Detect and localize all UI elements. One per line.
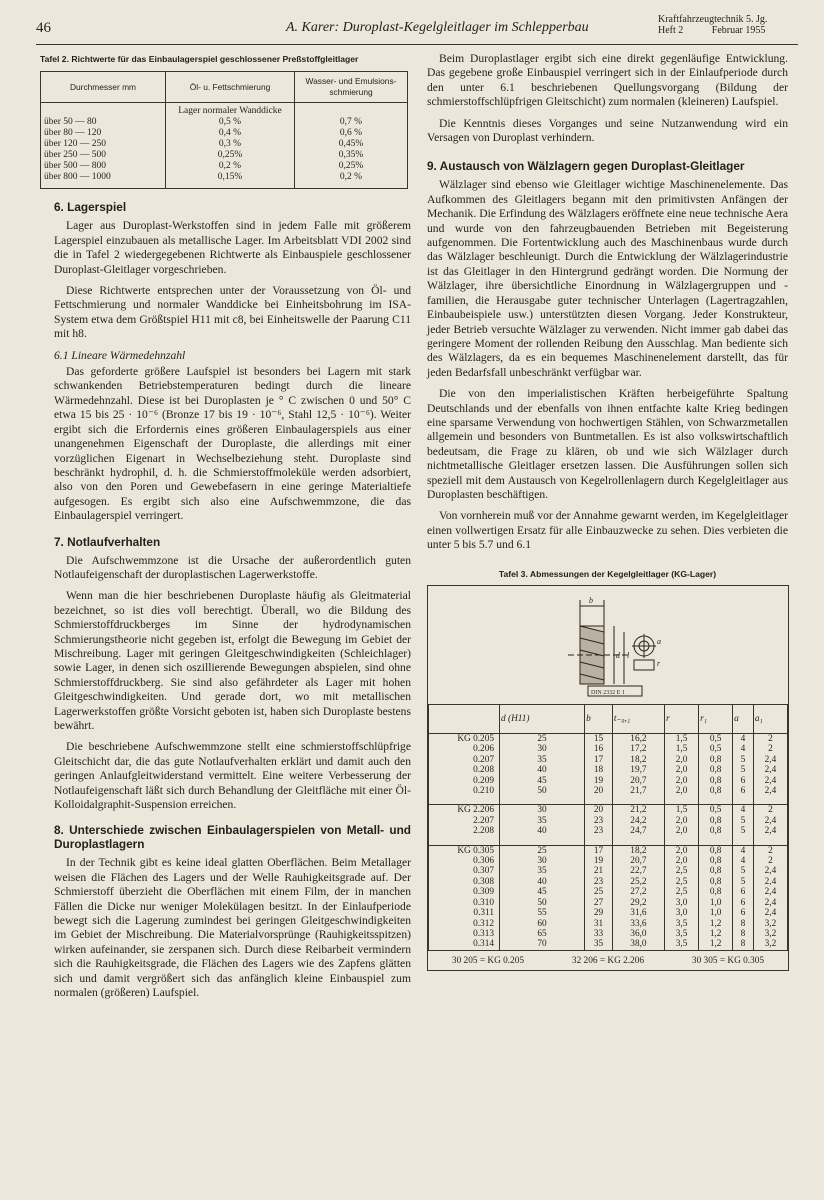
value-cell: 6 xyxy=(733,776,754,786)
value-cell: 30 xyxy=(500,805,585,816)
value-cell: 2,4 xyxy=(753,887,787,897)
section-6-heading: 6. Lagerspiel xyxy=(54,200,127,215)
value-cell: 0,5 xyxy=(699,734,733,745)
value-cell: 18,2 xyxy=(612,755,664,765)
paragraph: Beim Duroplastlager ergibt sich eine direkt gegenläufige Entwicklung. Das gegebene große Einbauspiel verringert sich in der Einlaufperiode durch den unter 6.1 beschriebenen Quellungsvorgang (Bildung der schmierstoffschlüpfrigen Gleitschicht) zum normalen (kleineren) Laufspiel. xyxy=(427,52,788,109)
oil-cell: 0,3 % xyxy=(166,139,295,150)
table-row xyxy=(429,929,788,939)
bearing-drawing xyxy=(428,586,788,705)
designation-cell: 2.208 xyxy=(429,826,500,836)
value-cell: 23 xyxy=(585,826,613,836)
value-cell: 3,5 xyxy=(664,939,698,949)
value-cell: 0,8 xyxy=(699,755,733,765)
value-cell: 35 xyxy=(585,939,613,949)
table3-grid xyxy=(428,705,788,950)
value-cell: 21 xyxy=(585,866,613,876)
footer-equivalence: 30 305 = KG 0.305 xyxy=(691,955,765,966)
paragraph: Die beschriebene Aufschwemmzone stellt eine schmierstoffschlüpfrige Gleitschicht dar, die das gute Notlaufverhalten erklärt und damit auch den geringen Anlaufgleitwiderstand vermittelt. Eine weitere Verbesserung der Notlaufeigenschaft läßt sich durch Behandlung der Gleitfläche mit einer Öl-Kolloidalgraphit-Suspension erreichen. xyxy=(54,740,411,812)
designation-cell: 0.314 xyxy=(429,939,500,949)
value-cell: 0,8 xyxy=(699,765,733,775)
value-cell: 40 xyxy=(500,877,585,887)
paragraph: Wenn man die hier beschriebenen Duroplaste häufig als Gleitmaterial bezeichnet, so ist dies voll berechtigt. Überall, wo die Bildung des Schmierstoffdruckberges im Sinne der hydrodynamischen Schmierungstheorie nicht gegeben ist, erfolgt die Bewegung im Gebiet der Mischreibung. Lager mit geringen Gleitgeschwindigkeiten (Schleichlager) sowie Lager, in denen sich oszillierende Bewegungen abspielen, sind ohne Schmierstoffdruckberg. Sie sind also gefährdeter als Lager mit hohen Gleitgeschwindigkeiten. Und gerade dort, wo mit metallischen Lagerwerkstoffen größte Vorsicht geboten ist, haben sich Duroplaste bestens bewährt. xyxy=(54,589,411,732)
oil-cell: 0,25% xyxy=(166,150,295,161)
value-cell: 33,6 xyxy=(612,919,664,929)
value-cell: 8 xyxy=(733,919,754,929)
value-cell: 22,7 xyxy=(612,866,664,876)
value-cell: 2,4 xyxy=(753,877,787,887)
designation-cell: KG 2.206 xyxy=(429,805,500,816)
value-cell: 40 xyxy=(500,765,585,775)
table2-header-row xyxy=(41,72,408,103)
value-cell: 1,2 xyxy=(699,929,733,939)
range-cell: über 50 — 80 xyxy=(41,117,166,128)
designation-cell: 0.313 xyxy=(429,929,500,939)
table-row xyxy=(429,908,788,918)
value-cell: 30 xyxy=(500,856,585,866)
value-cell: 6 xyxy=(733,786,754,796)
value-cell: 4 xyxy=(733,734,754,745)
value-cell: 6 xyxy=(733,887,754,897)
designation-cell: 0.309 xyxy=(429,887,500,897)
value-cell: 2,4 xyxy=(753,826,787,836)
value-cell: 2,4 xyxy=(753,866,787,876)
value-cell: 16,2 xyxy=(612,734,664,745)
drawing-label-d: d xyxy=(616,651,620,660)
value-cell: 25 xyxy=(500,734,585,745)
value-cell: 2,4 xyxy=(753,816,787,826)
value-cell: 15 xyxy=(585,734,613,745)
table-row xyxy=(429,776,788,786)
range-cell: über 120 — 250 xyxy=(41,139,166,150)
value-cell: 3,0 xyxy=(664,898,698,908)
table3-caption: Tafel 3. Abmessungen der Kegelgleitlager (KG-Lager) xyxy=(498,568,717,579)
value-cell: 0,8 xyxy=(699,816,733,826)
value-cell: 21,2 xyxy=(612,805,664,816)
value-cell: 31 xyxy=(585,919,613,929)
value-cell: 35 xyxy=(500,866,585,876)
table-row xyxy=(41,117,408,128)
value-cell: 36,0 xyxy=(612,929,664,939)
issue: Heft 2 xyxy=(658,25,684,36)
value-cell: 5 xyxy=(733,866,754,876)
value-cell: 5 xyxy=(733,816,754,826)
table3-header-cell: r₁ xyxy=(699,705,733,734)
value-cell: 1,2 xyxy=(699,939,733,949)
value-cell: 2,0 xyxy=(664,765,698,775)
value-cell: 20,7 xyxy=(612,776,664,786)
range-cell: über 500 — 800 xyxy=(41,161,166,172)
table-row xyxy=(429,805,788,816)
value-cell: 1,2 xyxy=(699,919,733,929)
value-cell: 21,7 xyxy=(612,786,664,796)
value-cell: 3,2 xyxy=(753,939,787,949)
bearing-cross-section-icon xyxy=(428,586,788,704)
water-cell: 0,25% xyxy=(295,161,408,172)
value-cell: 2 xyxy=(753,845,787,856)
paragraph: Wälzlager sind ebenso wie Gleitlager wichtige Maschinenelemente. Das Aufkommen des Gleitlagers begann mit den primitivsten Anfängen der Mechanik. Die Erfindung des Wälzlagers eröffnete eine neue technische Aera und wurde von den fahrzeugbauenden Betrieben mit Begeisterung aufgenommen. Die Fortentwicklung auch des Maschinenbaus wurde durch das Wälzlager beschleunigt. Durch die Entwicklung der Wälzlagerindustrie ist das Gleitlager in den Hintergrund gedrängt worden. Die Normung der Wälzlager, ihre übersichtliche Einordnung in Wälzlagergruppen und -familien, die Herausgabe guter technischer Unterlagen (Lagertragzahlen, Einbaubeispiele usw.) unterstützten diesen Vorgang. Jeder Konstrukteur, jeder Betrieb versuchte Wälzlager zu verwenden. Nicht immer gab dabei das geringere Moment der rollenden Reibung den Ausschlag. Man bediente sich des Wälzlagers, da es ein bequemes Maschinenelement darstellt, das für jeden Bedarfsfall unbeschränkt verfügbar war. xyxy=(427,178,788,379)
value-cell: 17 xyxy=(585,755,613,765)
table3-header-cell: r xyxy=(664,705,698,734)
value-cell: 2 xyxy=(753,734,787,745)
designation-cell: KG 0.305 xyxy=(429,845,500,856)
table2-subheader-row xyxy=(41,103,408,118)
table-row xyxy=(429,856,788,866)
value-cell: 3,5 xyxy=(664,919,698,929)
drawing-label-r: r xyxy=(657,659,661,668)
paragraph: Die Aufschwemmzone ist die Ursache der außerordentlich guten Notlaufeigenschaft der duroplastischen Lagerwerkstoffe. xyxy=(54,553,411,581)
paragraph: Lager aus Duroplast-Werkstoffen sind in jedem Falle mit größerem Lagerspiel einzubauen als metallische Lager. Im Arbeitsblatt VDI 2002 sind die in Tafel 2 wiedergegebenen Richtwerte als Einbauspiele geschlossener Duroplast-Gleitlager vorgeschrieben. xyxy=(54,219,411,276)
table2-caption: Tafel 2. Richtwerte für das Einbaulagerspiel geschlossener Preßstoffgleitlager xyxy=(40,54,359,64)
value-cell: 17,2 xyxy=(612,744,664,754)
value-cell: 24,7 xyxy=(612,826,664,836)
value-cell: 2,0 xyxy=(664,826,698,836)
value-cell: 19,7 xyxy=(612,765,664,775)
value-cell: 2,0 xyxy=(664,755,698,765)
value-cell: 2,5 xyxy=(664,877,698,887)
oil-cell: 0,4 % xyxy=(166,128,295,139)
table3-header-cell: t₋₀,₁ xyxy=(612,705,664,734)
value-cell: 4 xyxy=(733,856,754,866)
value-cell: 45 xyxy=(500,887,585,897)
value-cell: 20,7 xyxy=(612,856,664,866)
right-column xyxy=(427,52,788,971)
value-cell: 38,0 xyxy=(612,939,664,949)
value-cell: 23 xyxy=(585,877,613,887)
value-cell: 3,2 xyxy=(753,919,787,929)
footer-equivalence: 32 206 = KG 2.206 xyxy=(571,955,645,966)
value-cell: 2 xyxy=(753,744,787,754)
designation-cell: KG 0.205 xyxy=(429,734,500,745)
value-cell: 29 xyxy=(585,908,613,918)
value-cell: 20 xyxy=(585,786,613,796)
table3-header-cell: b xyxy=(585,705,613,734)
value-cell: 1,0 xyxy=(699,908,733,918)
table-row xyxy=(429,744,788,754)
table2-subheader: Lager normaler Wanddicke xyxy=(166,103,295,118)
issue-date xyxy=(658,25,798,36)
table3 xyxy=(427,585,789,971)
water-cell: 0,45% xyxy=(295,139,408,150)
value-cell: 29,2 xyxy=(612,898,664,908)
table-row xyxy=(429,939,788,949)
oil-cell: 0,5 % xyxy=(166,117,295,128)
value-cell: 2,4 xyxy=(753,755,787,765)
value-cell: 40 xyxy=(500,826,585,836)
value-cell: 19 xyxy=(585,856,613,866)
value-cell: 27,2 xyxy=(612,887,664,897)
value-cell: 0,8 xyxy=(699,786,733,796)
water-cell: 0,2 % xyxy=(295,172,408,189)
designation-cell: 0.207 xyxy=(429,755,500,765)
designation-cell: 0.311 xyxy=(429,908,500,918)
left-column xyxy=(40,52,411,1008)
table3-header-cell: d (H11) xyxy=(500,705,585,734)
page-header xyxy=(36,14,798,45)
table-row xyxy=(429,786,788,796)
value-cell: 4 xyxy=(733,744,754,754)
table-row xyxy=(41,128,408,139)
designation-cell: 0.209 xyxy=(429,776,500,786)
designation-cell: 0.206 xyxy=(429,744,500,754)
value-cell: 0,8 xyxy=(699,856,733,866)
table-row xyxy=(429,919,788,929)
value-cell: 31,6 xyxy=(612,908,664,918)
range-cell: über 800 — 1000 xyxy=(41,172,166,189)
value-cell: 5 xyxy=(733,826,754,836)
designation-cell: 0.210 xyxy=(429,786,500,796)
designation-cell: 0.208 xyxy=(429,765,500,775)
table-row xyxy=(429,866,788,876)
value-cell: 1,5 xyxy=(664,734,698,745)
table-row xyxy=(41,172,408,189)
table-row xyxy=(429,816,788,826)
table-row xyxy=(41,150,408,161)
value-cell: 33 xyxy=(585,929,613,939)
value-cell: 4 xyxy=(733,805,754,816)
designation-cell: 2.207 xyxy=(429,816,500,826)
table-row xyxy=(429,734,788,745)
water-cell: 0,7 % xyxy=(295,117,408,128)
value-cell: 6 xyxy=(733,898,754,908)
value-cell: 3,5 xyxy=(664,929,698,939)
page-number: 46 xyxy=(36,20,51,36)
value-cell: 3,0 xyxy=(664,908,698,918)
value-cell: 2,4 xyxy=(753,765,787,775)
drawing-label-l: l xyxy=(627,651,630,660)
section-8-heading: 8. Unterschiede zwischen Einbaulagerspielen von Metall- und Duroplastlagern xyxy=(54,823,411,852)
value-cell: 19 xyxy=(585,776,613,786)
designation-cell: 0.312 xyxy=(429,919,500,929)
oil-cell: 0,2 % xyxy=(166,161,295,172)
table-row xyxy=(429,877,788,887)
value-cell: 2,4 xyxy=(753,786,787,796)
date: Februar 1955 xyxy=(711,25,766,36)
group-spacer xyxy=(429,837,788,846)
value-cell: 35 xyxy=(500,816,585,826)
drawing-label-b: b xyxy=(589,596,593,605)
value-cell: 25,2 xyxy=(612,877,664,887)
range-cell: über 80 — 120 xyxy=(41,128,166,139)
value-cell: 0,8 xyxy=(699,877,733,887)
value-cell: 23 xyxy=(585,816,613,826)
running-title: A. Karer: Duroplast-Kegelgleitlager im Schlepperbau xyxy=(286,20,589,35)
journal-info xyxy=(658,14,798,36)
value-cell: 6 xyxy=(733,908,754,918)
table-row xyxy=(429,755,788,765)
value-cell: 2,4 xyxy=(753,908,787,918)
value-cell: 60 xyxy=(500,919,585,929)
value-cell: 17 xyxy=(585,845,613,856)
value-cell: 0,5 xyxy=(699,744,733,754)
value-cell: 2,0 xyxy=(664,776,698,786)
section-7-heading: 7. Notlaufverhalten xyxy=(54,534,161,549)
table-row xyxy=(429,887,788,897)
drawing-label-box: DIN 2332 E 1 xyxy=(591,690,625,696)
value-cell: 2 xyxy=(753,856,787,866)
section-9-heading: 9. Austausch von Wälzlagern gegen Duroplast-Gleitlager xyxy=(427,159,745,174)
value-cell: 4 xyxy=(733,845,754,856)
footer-equivalence: 30 205 = KG 0.205 xyxy=(451,955,525,966)
value-cell: 5 xyxy=(733,877,754,887)
value-cell: 2 xyxy=(753,805,787,816)
table-row xyxy=(429,845,788,856)
value-cell: 2,0 xyxy=(664,856,698,866)
paragraph: Die von den imperialistischen Kräften herbeigeführte Spaltung Deutschlands und der ebenfalls von ihnen entfachte kalte Krieg bedingen eine sparsame Verwendung von hochwertigen Stählen, von Schwarzmetallen allgemein und besonders von Buntmetallen. Es ist also volkswirtschaftlich bedeutsam, die Frage zu klären, ob und wie sich Wälzlager durch nichtmetallische Gleitlager ersetzen lassen. Die Ausführungen sollen sich speziell mit dem Austausch von Kegelrollenlagern durch Kegelgleitlager aus Duroplasten beschäftigen. xyxy=(427,387,788,501)
value-cell: 65 xyxy=(500,929,585,939)
group-spacer xyxy=(429,796,788,805)
table2 xyxy=(40,71,408,189)
value-cell: 2,0 xyxy=(664,786,698,796)
value-cell: 2,0 xyxy=(664,816,698,826)
value-cell: 5 xyxy=(733,755,754,765)
value-cell: 18,2 xyxy=(612,845,664,856)
value-cell: 2,5 xyxy=(664,887,698,897)
oil-cell: 0,15% xyxy=(166,172,295,189)
value-cell: 50 xyxy=(500,898,585,908)
table-row xyxy=(429,765,788,775)
value-cell: 27 xyxy=(585,898,613,908)
section-6-1-heading: 6.1 Lineare Wärmedehnzahl xyxy=(54,348,186,362)
paragraph: Die Kenntnis dieses Vorganges und seine Nutzanwendung wird ein Versagen von Duroplast verhindern. xyxy=(427,116,788,145)
value-cell: 0,8 xyxy=(699,887,733,897)
water-cell: 0,6 % xyxy=(295,128,408,139)
value-cell: 1,5 xyxy=(664,805,698,816)
range-cell: über 250 — 500 xyxy=(41,150,166,161)
designation-cell: 0.308 xyxy=(429,877,500,887)
value-cell: 35 xyxy=(500,755,585,765)
value-cell: 25 xyxy=(585,887,613,897)
table-row xyxy=(429,898,788,908)
value-cell: 0,8 xyxy=(699,845,733,856)
designation-cell: 0.306 xyxy=(429,856,500,866)
value-cell: 45 xyxy=(500,776,585,786)
value-cell: 2,0 xyxy=(664,845,698,856)
water-cell: 0,35% xyxy=(295,150,408,161)
value-cell: 20 xyxy=(585,805,613,816)
value-cell: 0,5 xyxy=(699,805,733,816)
table-row xyxy=(429,826,788,836)
paragraph: Diese Richtwerte entsprechen unter der Voraussetzung von Öl- und Fettschmierung und normaler Wanddicke bei Einheitsbohrung im ISA-System etwa dem Größtspiel H11 mit c8, bei Einheitswelle der Paarung C11 mit h8. xyxy=(54,284,411,341)
value-cell: 2,4 xyxy=(753,898,787,908)
value-cell: 8 xyxy=(733,929,754,939)
value-cell: 5 xyxy=(733,765,754,775)
value-cell: 2,4 xyxy=(753,776,787,786)
paragraph: In der Technik gibt es keine ideal glatten Oberflächen. Beim Metallager weisen die Flächen des Lagers und der Welle Rauhigkeitsgrade auf. Der Schmierstoff überzieht die Oberflächen mit einem Film, der in manchen Fällen die Dicke nur weniger Molekülagen besitzt. In der Einlaufperiode bewegt sich die Lagerung zumindest bei geringen Gleitgeschwindigkeiten im Gebiet der Mischreibung. Die Materialvorsprünge (Rauhigkeitsspitzen) wirken aufeinander, sie zerspanen sich. Durch diese Reibarbeit vermindern sich die Rauhigkeitsgrade, die Flächen des Lagers wie des Zapfens glätten sich und damit vergrößert sich das anfänglich kleine Einbauspiel zum normalen (größeren) Laufspiel. xyxy=(54,856,411,1000)
value-cell: 55 xyxy=(500,908,585,918)
value-cell: 0,8 xyxy=(699,776,733,786)
value-cell: 18 xyxy=(585,765,613,775)
table2-col-diameter: Durchmesser mm xyxy=(41,72,166,103)
table2-col-water: Wasser- und Emulsions- schmierung xyxy=(295,72,408,103)
value-cell: 30 xyxy=(500,744,585,754)
table3-header-cell: a xyxy=(733,705,754,734)
table3-header-cell: a₁ xyxy=(753,705,787,734)
paragraph: Von vornherein muß vor der Annahme gewarnt werden, im Kegelgleitlager einen vollwertigen Ersatz für alle Einbauzwecke zu sehen. Dies verbieten die unter 5 bis 5.7 und 6.1 xyxy=(427,509,788,552)
table3-header-cell xyxy=(429,705,500,734)
table2-col-oil: Öl- u. Fettschmierung xyxy=(166,72,295,103)
value-cell: 8 xyxy=(733,939,754,949)
designation-cell: 0.310 xyxy=(429,898,500,908)
value-cell: 0,8 xyxy=(699,826,733,836)
journal-name: Kraftfahrzeugtechnik 5. Jg. xyxy=(658,14,768,25)
value-cell: 16 xyxy=(585,744,613,754)
value-cell: 1,0 xyxy=(699,898,733,908)
designation-cell: 0.307 xyxy=(429,866,500,876)
value-cell: 50 xyxy=(500,786,585,796)
drawing-label-a: a xyxy=(657,637,661,646)
table3-header-row xyxy=(429,705,788,734)
value-cell: 3,2 xyxy=(753,929,787,939)
value-cell: 70 xyxy=(500,939,585,949)
value-cell: 0,8 xyxy=(699,866,733,876)
value-cell: 2,5 xyxy=(664,866,698,876)
value-cell: 24,2 xyxy=(612,816,664,826)
value-cell: 25 xyxy=(500,845,585,856)
table3-footer xyxy=(428,950,788,970)
paragraph: Das geforderte größere Laufspiel ist besonders bei Lagern mit stark schwankenden Betriebstemperaturen bedingt durch die lineare Wärmedehnzahl. Diese ist bei Duroplasten je ° C zwischen 0 und 50° C etwa 15 bis 25 · 10⁻⁶ (Bronze 17 bis 19 · 10⁻⁶, Stahl 12,5 · 10⁻⁶). Weiter ergibt sich die Erfordernis eines größeren Einbaulagerspiels aus einer unangenehmen Eigenschaft der Duroplaste, die allerdings mit einer vorzüglichen Eigenart in Wechselbeziehung steht. Duroplaste sind beschränkt hydrophil, d. h. die Schmierstoffmoleküle werden adsorbiert, also von den Poren und Gewebefasern in eine geringe Materialtiefe aufgesogen. Es ergibt sich also eine Aufschwemmzone, die das Einbaulagerspiel verringert. xyxy=(54,365,411,523)
table-row xyxy=(41,139,408,150)
value-cell: 1,5 xyxy=(664,744,698,754)
table-row xyxy=(41,161,408,172)
